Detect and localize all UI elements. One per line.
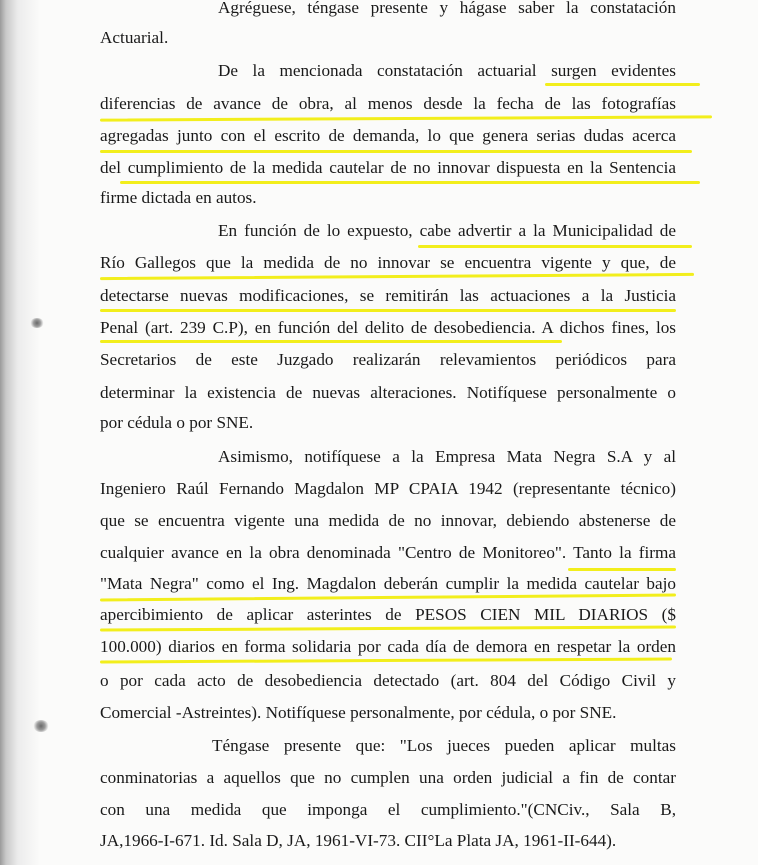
- text-line: con una medida que imponga el cumplimiento."(CNCiv., Sala B,: [100, 800, 676, 819]
- scan-mark: [30, 318, 44, 328]
- text-line: agregadas junto con el escrito de demanda, lo que genera serias dudas acerca: [100, 126, 676, 145]
- text-line: determinar la existencia de nuevas alteraciones. Notifíquese personalmente o: [100, 383, 676, 402]
- text-line: Penal (art. 239 C.P), en función del delito de desobediencia. A dichos fines, los: [100, 318, 676, 337]
- highlight-underline: [568, 568, 676, 571]
- highlight-underline: [100, 115, 712, 121]
- highlight-underline: [100, 625, 676, 631]
- text-line: Secretarios de este Juzgado realizarán relevamientos periódicos para: [100, 350, 676, 369]
- page-binding-shadow: [0, 0, 40, 865]
- text-line: "Mata Negra" como el Ing. Magdalon deberán cumplir la medida cautelar bajo: [100, 574, 676, 593]
- text-line: Agréguese, téngase presente y hágase saber la constatación: [218, 0, 676, 17]
- text-line: Comercial -Astreintes). Notifíquese personalmente, por cédula, o por SNE.: [100, 703, 617, 722]
- text-line: Actuarial.: [100, 28, 169, 47]
- text-line: o por cada acto de desobediencia detectado (art. 804 del Código Civil y: [100, 671, 676, 690]
- highlight-underline: [545, 83, 700, 86]
- highlight-underline: [100, 658, 672, 664]
- text-line: JA,1966-I-671. Id. Sala D, JA, 1961-VI-73. CII°La Plata JA, 1961-II-644).: [100, 831, 617, 850]
- highlight-underline: [418, 245, 692, 248]
- text-line: Ingeniero Raúl Fernando Magdalon MP CPAIA 1942 (representante técnico): [100, 479, 676, 498]
- highlight-underline: [100, 150, 692, 153]
- text-line: detectarse nuevas modificaciones, se remitirán las actuaciones a la Justicia: [100, 286, 676, 305]
- text-line: conminatorias a aquellos que no cumplen una orden judicial a fin de contar: [100, 768, 676, 787]
- highlight-underline: [100, 340, 562, 343]
- text-line: cualquier avance en la obra denominada "Centro de Monitoreo". Tanto la firma: [100, 543, 676, 562]
- text-line: En función de lo expuesto, cabe advertir a la Municipalidad de: [218, 221, 676, 240]
- text-line: por cédula o por SNE.: [100, 413, 254, 432]
- text-line: del cumplimiento de la medida cautelar de no innovar dispuesta en la Sentencia: [100, 158, 676, 177]
- highlight-underline: [100, 309, 676, 312]
- text-line: Téngase presente que: "Los jueces pueden aplicar multas: [212, 736, 676, 755]
- text-line: apercibimiento de aplicar asterintes de PESOS CIEN MIL DIARIOS ($: [100, 605, 676, 624]
- text-line: Río Gallegos que la medida de no innovar se encuentra vigente y que, de: [100, 253, 676, 272]
- text-line: De la mencionada constatación actuarial surgen evidentes: [218, 61, 676, 80]
- text-line: firme dictada en autos.: [100, 188, 257, 207]
- text-line: Asimismo, notifíquese a la Empresa Mata Negra S.A y al: [218, 447, 676, 466]
- highlight-underline: [120, 181, 700, 184]
- text-line: 100.000) diarios en forma solidaria por cada día de demora en respetar la orden: [100, 637, 676, 656]
- scan-mark: [33, 720, 49, 732]
- text-line: que se encuentra vigente una medida de no innovar, debiendo abstenerse de: [100, 511, 676, 530]
- text-line: diferencias de avance de obra, al menos desde la fecha de las fotografías: [100, 94, 676, 113]
